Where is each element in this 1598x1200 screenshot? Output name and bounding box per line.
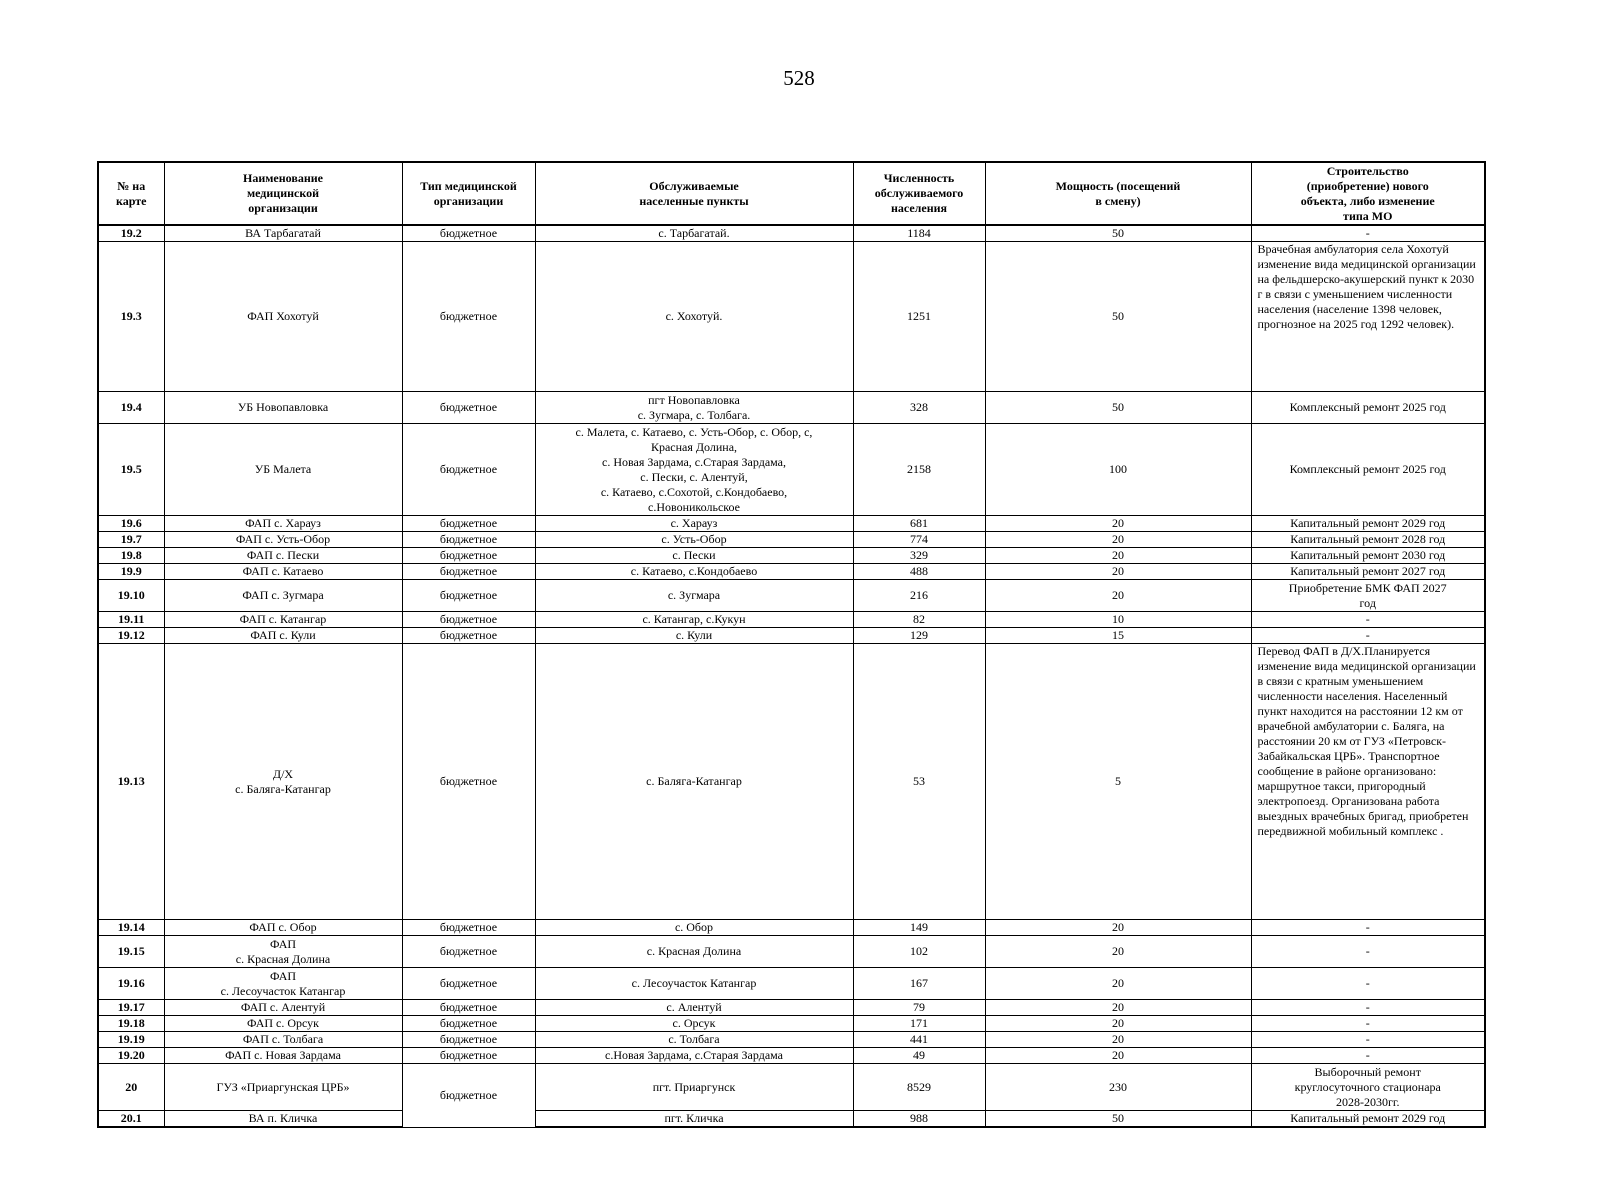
table-row <box>98 936 1485 968</box>
row-number: 19.20 <box>98 1048 164 1064</box>
served-places: с. Тарбагатай. <box>535 225 853 242</box>
population: 79 <box>853 1000 985 1016</box>
org-name: ФАП с. Пески <box>164 548 402 564</box>
served-places: с. Кули <box>535 628 853 644</box>
construction-note: Капитальный ремонт 2029 год <box>1251 516 1485 532</box>
population: 129 <box>853 628 985 644</box>
served-places: с. Харауз <box>535 516 853 532</box>
org-name: УБ Малета <box>164 424 402 516</box>
row-number: 19.16 <box>98 968 164 1000</box>
capacity: 20 <box>985 920 1251 936</box>
construction-note: - <box>1251 612 1485 628</box>
construction-note: - <box>1251 1016 1485 1032</box>
population: 49 <box>853 1048 985 1064</box>
row-number: 19.15 <box>98 936 164 968</box>
capacity: 20 <box>985 548 1251 564</box>
construction-note: Выборочный ремонт круглосуточного стационара 2028-2030гг. <box>1251 1064 1485 1111</box>
row-number: 19.6 <box>98 516 164 532</box>
capacity: 50 <box>985 1111 1251 1128</box>
row-number: 19.2 <box>98 225 164 242</box>
org-name: ФАП с. Кули <box>164 628 402 644</box>
construction-note: Перевод ФАП в Д/Х.Планируется изменение вида медицинской организации в связи с кратным уменьшением численности населения. Населенный пункт находится на расстоянии 12 км от врачебной амбулатории с. Баляга, на расстоянии 20 км от ГУЗ «Петровск-Забайкальская ЦРБ». Транспортное сообщение в районе организовано: маршрутное такси, пригородный электропоезд. Организована работа выездных врачебных бригад, приобретен передвижной мобильный комплекс . <box>1251 644 1485 920</box>
org-type: бюджетное <box>402 1000 535 1016</box>
served-places: с. Красная Долина <box>535 936 853 968</box>
construction-note: Комплексный ремонт 2025 год <box>1251 424 1485 516</box>
served-places: пгт Новопавловка с. Зугмара, с. Толбага. <box>535 392 853 424</box>
table-row <box>98 225 1485 242</box>
capacity: 20 <box>985 1016 1251 1032</box>
capacity: 20 <box>985 532 1251 548</box>
org-name: ФАП с. Обор <box>164 920 402 936</box>
org-type: бюджетное <box>402 548 535 564</box>
row-number: 19.7 <box>98 532 164 548</box>
table-row <box>98 580 1485 612</box>
org-type: бюджетное <box>402 936 535 968</box>
table-row <box>98 920 1485 936</box>
capacity: 20 <box>985 936 1251 968</box>
table-header-row <box>98 162 1485 225</box>
capacity: 20 <box>985 1000 1251 1016</box>
population: 988 <box>853 1111 985 1128</box>
served-places: с. Толбага <box>535 1032 853 1048</box>
org-type: бюджетное <box>402 1064 535 1128</box>
table-row <box>98 968 1485 1000</box>
construction-note: - <box>1251 920 1485 936</box>
table-row <box>98 516 1485 532</box>
construction-note: - <box>1251 936 1485 968</box>
construction-note: Комплексный ремонт 2025 год <box>1251 392 1485 424</box>
population: 1251 <box>853 242 985 392</box>
row-number: 19.10 <box>98 580 164 612</box>
org-type: бюджетное <box>402 920 535 936</box>
header-served-places: Обслуживаемые населенные пункты <box>535 162 853 225</box>
org-name: ФАП с. Катангар <box>164 612 402 628</box>
org-name: ФАП с. Красная Долина <box>164 936 402 968</box>
population: 1184 <box>853 225 985 242</box>
served-places: с. Лесоучасток Катангар <box>535 968 853 1000</box>
row-number: 20.1 <box>98 1111 164 1128</box>
org-name: ФАП с. Орсук <box>164 1016 402 1032</box>
table-row <box>98 1048 1485 1064</box>
org-name: ВА п. Кличка <box>164 1111 402 1128</box>
row-number: 20 <box>98 1064 164 1111</box>
row-number: 19.19 <box>98 1032 164 1048</box>
header-capacity: Мощность (посещений в смену) <box>985 162 1251 225</box>
table-row <box>98 1032 1485 1048</box>
construction-note: Приобретение БМК ФАП 2027 год <box>1251 580 1485 612</box>
table-row <box>98 392 1485 424</box>
org-type: бюджетное <box>402 564 535 580</box>
served-places: с.Новая Зардама, с.Старая Зардама <box>535 1048 853 1064</box>
capacity: 50 <box>985 225 1251 242</box>
construction-note: Капитальный ремонт 2029 год <box>1251 1111 1485 1128</box>
row-number: 19.18 <box>98 1016 164 1032</box>
population: 774 <box>853 532 985 548</box>
population: 171 <box>853 1016 985 1032</box>
row-number: 19.14 <box>98 920 164 936</box>
org-name: ФАП с. Зугмара <box>164 580 402 612</box>
org-type: бюджетное <box>402 516 535 532</box>
org-type: бюджетное <box>402 968 535 1000</box>
row-number: 19.12 <box>98 628 164 644</box>
row-number: 19.17 <box>98 1000 164 1016</box>
capacity: 5 <box>985 644 1251 920</box>
org-name: ФАП с. Харауз <box>164 516 402 532</box>
table-row <box>98 1111 1485 1128</box>
org-name: ГУЗ «Приаргунская ЦРБ» <box>164 1064 402 1111</box>
construction-note: Капитальный ремонт 2030 год <box>1251 548 1485 564</box>
row-number: 19.3 <box>98 242 164 392</box>
population: 441 <box>853 1032 985 1048</box>
population: 328 <box>853 392 985 424</box>
population: 329 <box>853 548 985 564</box>
org-type: бюджетное <box>402 580 535 612</box>
org-name: Д/Х с. Баляга-Катангар <box>164 644 402 920</box>
population: 8529 <box>853 1064 985 1111</box>
org-name: ФАП с. Лесоучасток Катангар <box>164 968 402 1000</box>
capacity: 20 <box>985 564 1251 580</box>
org-name: ФАП Хохотуй <box>164 242 402 392</box>
served-places: с. Обор <box>535 920 853 936</box>
served-places: с. Пески <box>535 548 853 564</box>
org-name: ВА Тарбагатай <box>164 225 402 242</box>
org-type: бюджетное <box>402 1016 535 1032</box>
page-number: 528 <box>783 66 815 90</box>
capacity: 10 <box>985 612 1251 628</box>
header-org-name: Наименование медицинской организации <box>164 162 402 225</box>
construction-note: Капитальный ремонт 2028 год <box>1251 532 1485 548</box>
org-type: бюджетное <box>402 628 535 644</box>
org-type: бюджетное <box>402 532 535 548</box>
org-name: ФАП с. Новая Зардама <box>164 1048 402 1064</box>
org-name: ФАП с. Усть-Обор <box>164 532 402 548</box>
capacity: 50 <box>985 392 1251 424</box>
construction-note: - <box>1251 1000 1485 1016</box>
table-row <box>98 644 1485 920</box>
table-row <box>98 628 1485 644</box>
capacity: 15 <box>985 628 1251 644</box>
construction-note: - <box>1251 968 1485 1000</box>
served-places: с. Катангар, с.Кукун <box>535 612 853 628</box>
population: 82 <box>853 612 985 628</box>
served-places: с. Зугмара <box>535 580 853 612</box>
row-number: 19.4 <box>98 392 164 424</box>
medical-organizations-table <box>97 161 1486 1128</box>
org-name: ФАП с. Алентуй <box>164 1000 402 1016</box>
table-row <box>98 564 1485 580</box>
table-row <box>98 548 1485 564</box>
row-number: 19.11 <box>98 612 164 628</box>
construction-note: - <box>1251 1048 1485 1064</box>
row-number: 19.5 <box>98 424 164 516</box>
table-row <box>98 1000 1485 1016</box>
capacity: 230 <box>985 1064 1251 1111</box>
header-org-type: Тип медицинской организации <box>402 162 535 225</box>
served-places: с. Баляга-Катангар <box>535 644 853 920</box>
org-type: бюджетное <box>402 392 535 424</box>
row-number: 19.9 <box>98 564 164 580</box>
population: 2158 <box>853 424 985 516</box>
construction-note: - <box>1251 1032 1485 1048</box>
header-construction: Строительство (приобретение) нового объекта, либо изменение типа МО <box>1251 162 1485 225</box>
table-row <box>98 532 1485 548</box>
construction-note: - <box>1251 225 1485 242</box>
served-places: с. Алентуй <box>535 1000 853 1016</box>
construction-note: Врачебная амбулатория села Хохотуй изменение вида медицинской организации на фельдшерско-акушерский пункт к 2030 г в связи с уменьшением численности населения (население 1398 человек, прогнозное на 2025 год 1292 человек). <box>1251 242 1485 392</box>
org-type: бюджетное <box>402 225 535 242</box>
served-places: с. Хохотуй. <box>535 242 853 392</box>
row-number: 19.13 <box>98 644 164 920</box>
served-places: пгт. Кличка <box>535 1111 853 1128</box>
capacity: 50 <box>985 242 1251 392</box>
served-places: с. Катаево, с.Кондобаево <box>535 564 853 580</box>
construction-note: Капитальный ремонт 2027 год <box>1251 564 1485 580</box>
population: 216 <box>853 580 985 612</box>
capacity: 20 <box>985 580 1251 612</box>
served-places: с. Орсук <box>535 1016 853 1032</box>
header-map-number: № на карте <box>98 162 164 225</box>
table-row <box>98 424 1485 516</box>
table-row <box>98 1016 1485 1032</box>
capacity: 100 <box>985 424 1251 516</box>
table-row <box>98 612 1485 628</box>
org-type: бюджетное <box>402 424 535 516</box>
org-type: бюджетное <box>402 644 535 920</box>
population: 681 <box>853 516 985 532</box>
org-name: УБ Новопавловка <box>164 392 402 424</box>
org-type: бюджетное <box>402 1032 535 1048</box>
org-type: бюджетное <box>402 612 535 628</box>
population: 53 <box>853 644 985 920</box>
org-name: ФАП с. Толбага <box>164 1032 402 1048</box>
served-places: с. Усть-Обор <box>535 532 853 548</box>
capacity: 20 <box>985 968 1251 1000</box>
population: 167 <box>853 968 985 1000</box>
capacity: 20 <box>985 1032 1251 1048</box>
table-row <box>98 242 1485 392</box>
capacity: 20 <box>985 1048 1251 1064</box>
row-number: 19.8 <box>98 548 164 564</box>
population: 488 <box>853 564 985 580</box>
population: 102 <box>853 936 985 968</box>
construction-note: - <box>1251 628 1485 644</box>
table-row <box>98 1064 1485 1111</box>
population: 149 <box>853 920 985 936</box>
org-type: бюджетное <box>402 1048 535 1064</box>
capacity: 20 <box>985 516 1251 532</box>
org-name: ФАП с. Катаево <box>164 564 402 580</box>
served-places: с. Малета, с. Катаево, с. Усть-Обор, с. Обор, с, Красная Долина, с. Новая Зардама, с.Старая Зардама, с. Пески, с. Алентуй, с. Катаево, с.Сохотой, с.Кондобаево, с.Новоникольское <box>535 424 853 516</box>
org-type: бюджетное <box>402 242 535 392</box>
served-places: пгт. Приаргунск <box>535 1064 853 1111</box>
header-population: Численность обслуживаемого населения <box>853 162 985 225</box>
